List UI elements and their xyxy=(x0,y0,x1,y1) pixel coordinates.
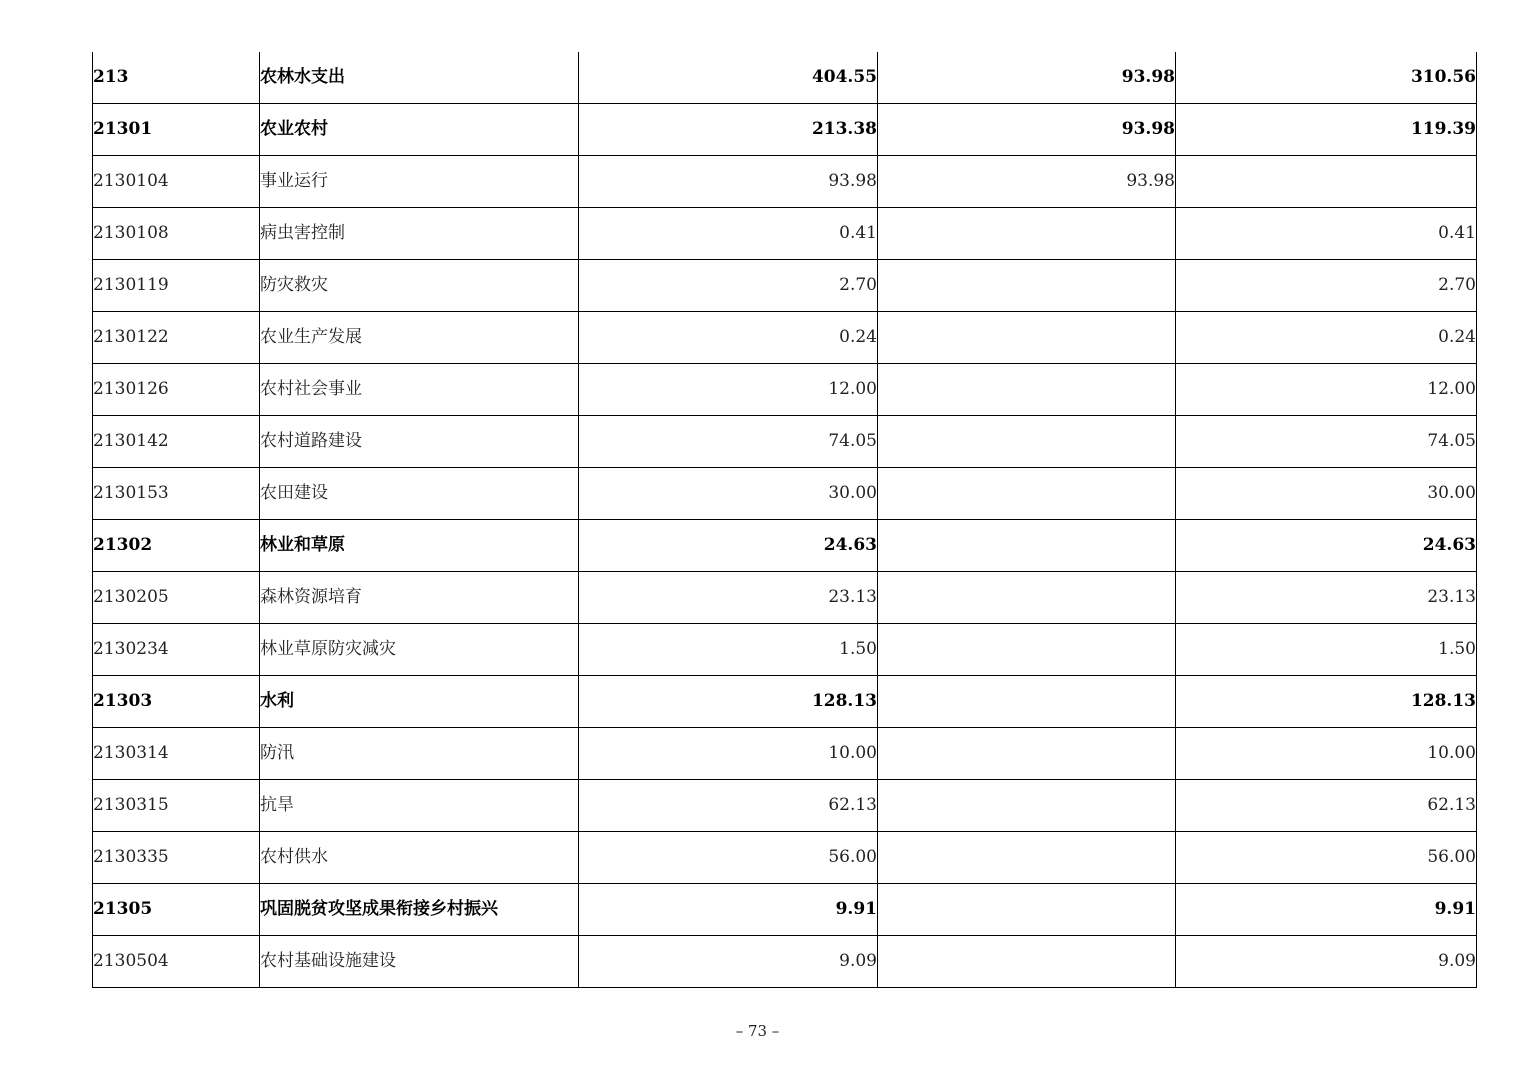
project-expenditure-cell: 62.13 xyxy=(1176,780,1477,832)
table-row xyxy=(93,52,1477,104)
table-row xyxy=(93,676,1477,728)
total-amount-cell: 56.00 xyxy=(579,832,878,884)
basic-expenditure-cell xyxy=(878,624,1176,676)
table-row xyxy=(93,364,1477,416)
basic-expenditure-cell xyxy=(878,936,1176,988)
total-amount-cell: 0.41 xyxy=(579,208,878,260)
table-row xyxy=(93,260,1477,312)
basic-expenditure-cell xyxy=(878,364,1176,416)
subject-code-cell: 21302 xyxy=(93,520,260,572)
project-expenditure-cell: 128.13 xyxy=(1176,676,1477,728)
total-amount-cell: 404.55 xyxy=(579,52,878,104)
basic-expenditure-cell xyxy=(878,728,1176,780)
basic-expenditure-cell xyxy=(878,520,1176,572)
project-expenditure-cell: 24.63 xyxy=(1176,520,1477,572)
subject-name-cell: 森林资源培育 xyxy=(260,572,579,624)
total-amount-cell: 74.05 xyxy=(579,416,878,468)
table-body xyxy=(93,52,1477,988)
subject-code-cell: 2130234 xyxy=(93,624,260,676)
subject-name-cell: 林业草原防灾减灾 xyxy=(260,624,579,676)
subject-code-cell: 2130142 xyxy=(93,416,260,468)
subject-code-cell: 2130119 xyxy=(93,260,260,312)
basic-expenditure-cell xyxy=(878,676,1176,728)
project-expenditure-cell xyxy=(1176,156,1477,208)
basic-expenditure-cell: 93.98 xyxy=(878,156,1176,208)
table-row xyxy=(93,936,1477,988)
total-amount-cell: 0.24 xyxy=(579,312,878,364)
project-expenditure-cell: 9.09 xyxy=(1176,936,1477,988)
total-amount-cell: 9.09 xyxy=(579,936,878,988)
subject-name-cell: 防灾救灾 xyxy=(260,260,579,312)
total-amount-cell: 2.70 xyxy=(579,260,878,312)
total-amount-cell: 62.13 xyxy=(579,780,878,832)
subject-name-cell: 农田建设 xyxy=(260,468,579,520)
subject-name-cell: 农村道路建设 xyxy=(260,416,579,468)
table-row xyxy=(93,312,1477,364)
table-row xyxy=(93,728,1477,780)
total-amount-cell: 10.00 xyxy=(579,728,878,780)
project-expenditure-cell: 2.70 xyxy=(1176,260,1477,312)
basic-expenditure-cell xyxy=(878,572,1176,624)
table-row xyxy=(93,884,1477,936)
subject-code-cell: 21301 xyxy=(93,104,260,156)
project-expenditure-cell: 0.24 xyxy=(1176,312,1477,364)
project-expenditure-cell: 0.41 xyxy=(1176,208,1477,260)
subject-name-cell: 农业生产发展 xyxy=(260,312,579,364)
total-amount-cell: 23.13 xyxy=(579,572,878,624)
subject-code-cell: 2130153 xyxy=(93,468,260,520)
budget-expenditure-table xyxy=(92,52,1477,988)
subject-code-cell: 2130314 xyxy=(93,728,260,780)
basic-expenditure-cell xyxy=(878,780,1176,832)
subject-code-cell: 2130504 xyxy=(93,936,260,988)
total-amount-cell: 128.13 xyxy=(579,676,878,728)
subject-code-cell: 2130335 xyxy=(93,832,260,884)
total-amount-cell: 30.00 xyxy=(579,468,878,520)
basic-expenditure-cell xyxy=(878,468,1176,520)
subject-code-cell: 2130122 xyxy=(93,312,260,364)
budget-table-container xyxy=(92,52,1476,988)
project-expenditure-cell: 10.00 xyxy=(1176,728,1477,780)
project-expenditure-cell: 23.13 xyxy=(1176,572,1477,624)
project-expenditure-cell: 56.00 xyxy=(1176,832,1477,884)
table-row xyxy=(93,208,1477,260)
total-amount-cell: 24.63 xyxy=(579,520,878,572)
project-expenditure-cell: 119.39 xyxy=(1176,104,1477,156)
project-expenditure-cell: 74.05 xyxy=(1176,416,1477,468)
project-expenditure-cell: 12.00 xyxy=(1176,364,1477,416)
subject-code-cell: 21303 xyxy=(93,676,260,728)
basic-expenditure-cell xyxy=(878,260,1176,312)
basic-expenditure-cell xyxy=(878,416,1176,468)
total-amount-cell: 93.98 xyxy=(579,156,878,208)
subject-name-cell: 农村供水 xyxy=(260,832,579,884)
project-expenditure-cell: 30.00 xyxy=(1176,468,1477,520)
subject-name-cell: 农村基础设施建设 xyxy=(260,936,579,988)
subject-name-cell: 林业和草原 xyxy=(260,520,579,572)
subject-code-cell: 2130104 xyxy=(93,156,260,208)
page-number: – 73 – xyxy=(735,1022,780,1040)
table-row xyxy=(93,572,1477,624)
table-row xyxy=(93,468,1477,520)
subject-code-cell: 2130126 xyxy=(93,364,260,416)
subject-name-cell: 事业运行 xyxy=(260,156,579,208)
subject-code-cell: 2130108 xyxy=(93,208,260,260)
table-row xyxy=(93,104,1477,156)
subject-code-cell: 2130315 xyxy=(93,780,260,832)
basic-expenditure-cell xyxy=(878,884,1176,936)
basic-expenditure-cell xyxy=(878,208,1176,260)
basic-expenditure-cell xyxy=(878,312,1176,364)
subject-name-cell: 农林水支出 xyxy=(260,52,579,104)
table-row xyxy=(93,624,1477,676)
subject-name-cell: 病虫害控制 xyxy=(260,208,579,260)
total-amount-cell: 9.91 xyxy=(579,884,878,936)
table-row xyxy=(93,520,1477,572)
subject-name-cell: 巩固脱贫攻坚成果衔接乡村振兴 xyxy=(260,884,579,936)
project-expenditure-cell: 310.56 xyxy=(1176,52,1477,104)
table-row xyxy=(93,832,1477,884)
project-expenditure-cell: 9.91 xyxy=(1176,884,1477,936)
table-row xyxy=(93,416,1477,468)
project-expenditure-cell: 1.50 xyxy=(1176,624,1477,676)
table-row xyxy=(93,156,1477,208)
basic-expenditure-cell: 93.98 xyxy=(878,52,1176,104)
subject-name-cell: 抗旱 xyxy=(260,780,579,832)
subject-code-cell: 213 xyxy=(93,52,260,104)
table-row xyxy=(93,780,1477,832)
basic-expenditure-cell xyxy=(878,832,1176,884)
total-amount-cell: 213.38 xyxy=(579,104,878,156)
subject-code-cell: 21305 xyxy=(93,884,260,936)
total-amount-cell: 12.00 xyxy=(579,364,878,416)
subject-name-cell: 防汛 xyxy=(260,728,579,780)
basic-expenditure-cell: 93.98 xyxy=(878,104,1176,156)
subject-name-cell: 农业农村 xyxy=(260,104,579,156)
subject-name-cell: 农村社会事业 xyxy=(260,364,579,416)
subject-code-cell: 2130205 xyxy=(93,572,260,624)
subject-name-cell: 水利 xyxy=(260,676,579,728)
total-amount-cell: 1.50 xyxy=(579,624,878,676)
